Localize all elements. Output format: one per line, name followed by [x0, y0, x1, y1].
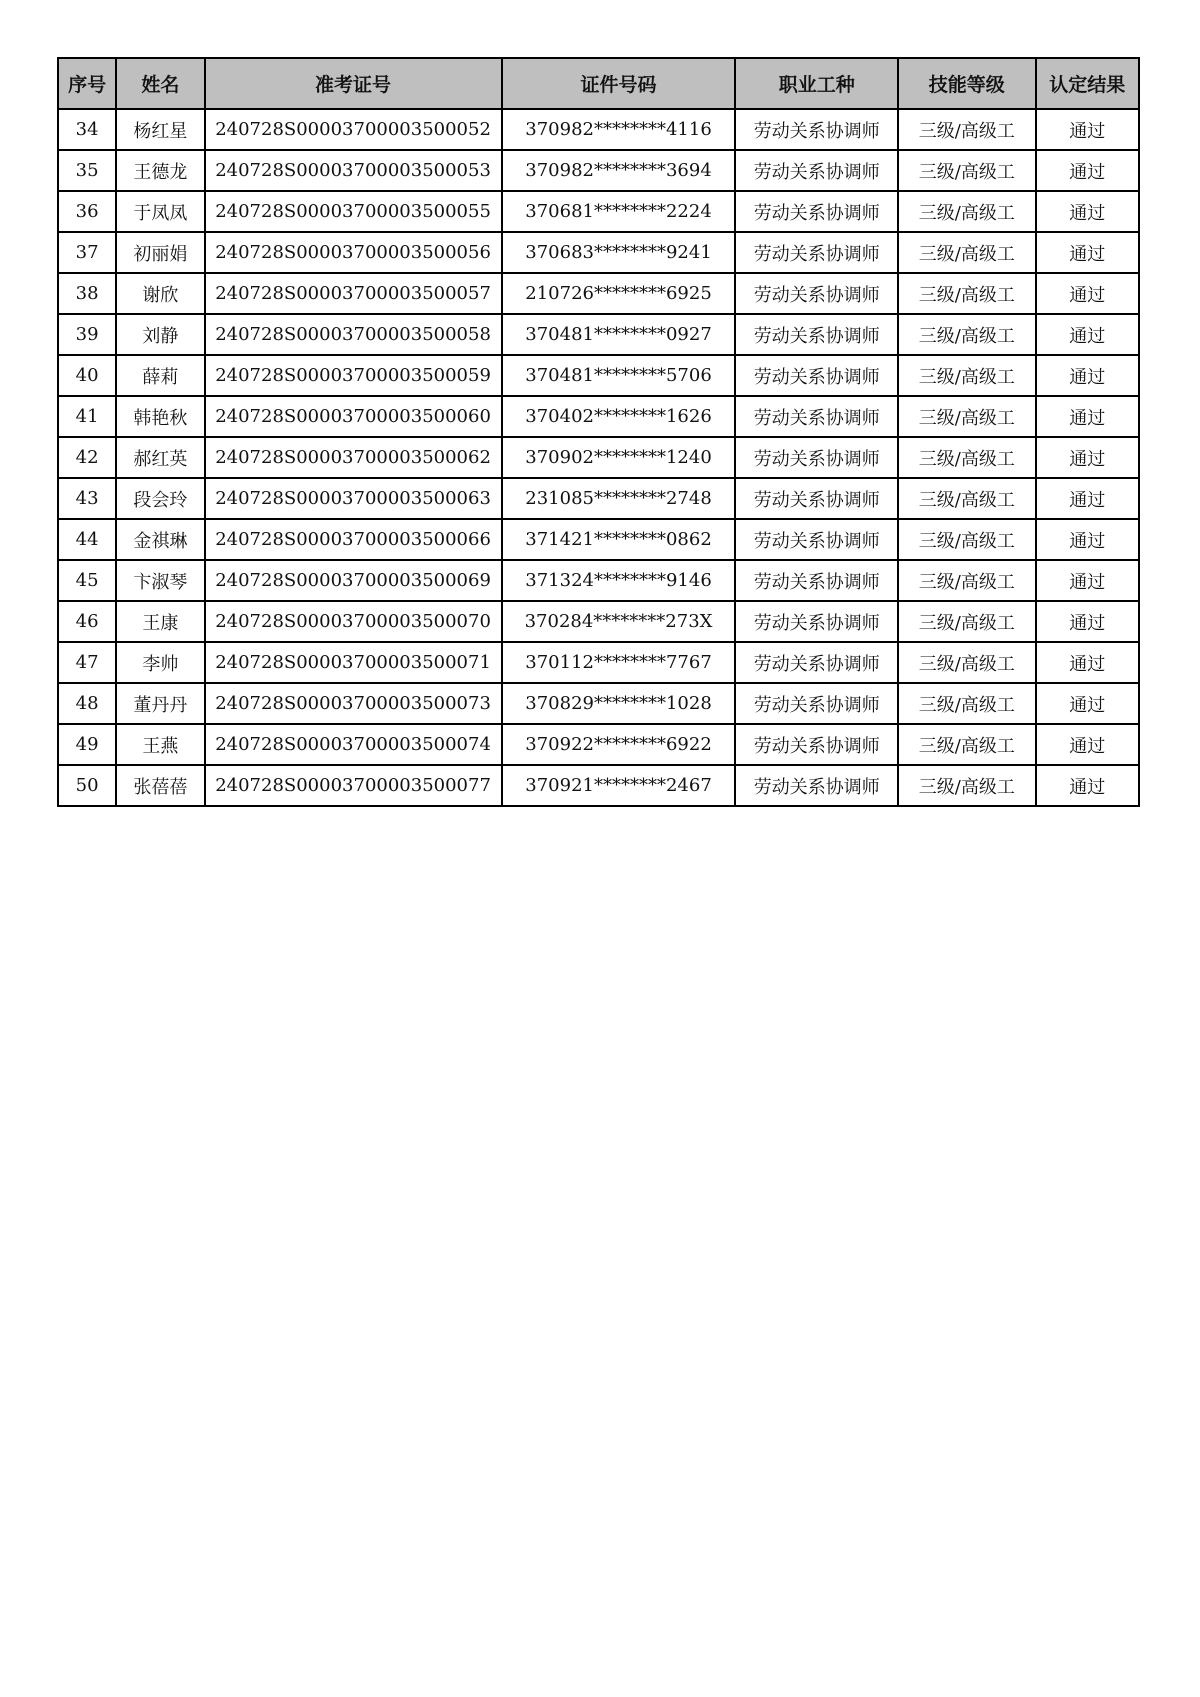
result-cell: 通过	[1036, 150, 1139, 191]
skill-level-cell: 三级/高级工	[898, 560, 1036, 601]
exam-ticket-cell: 240728S00003700003500070	[205, 601, 502, 642]
header-skill-level: 技能等级	[898, 58, 1036, 109]
name-cell: 谢欣	[116, 273, 204, 314]
exam-ticket-cell: 240728S00003700003500074	[205, 724, 502, 765]
occupation-cell: 劳动关系协调师	[735, 314, 898, 355]
occupation-cell: 劳动关系协调师	[735, 109, 898, 150]
exam-ticket-cell: 240728S00003700003500063	[205, 478, 502, 519]
result-cell: 通过	[1036, 437, 1139, 478]
header-result: 认定结果	[1036, 58, 1139, 109]
occupation-cell: 劳动关系协调师	[735, 273, 898, 314]
skill-level-cell: 三级/高级工	[898, 109, 1036, 150]
table-row	[58, 191, 1139, 232]
skill-level-cell: 三级/高级工	[898, 314, 1036, 355]
table-row	[58, 273, 1139, 314]
skill-level-cell: 三级/高级工	[898, 478, 1036, 519]
result-cell: 通过	[1036, 601, 1139, 642]
id-number-cell: 371324********9146	[502, 560, 736, 601]
skill-level-cell: 三级/高级工	[898, 191, 1036, 232]
name-cell: 王康	[116, 601, 204, 642]
result-cell: 通过	[1036, 191, 1139, 232]
header-name: 姓名	[116, 58, 204, 109]
occupation-cell: 劳动关系协调师	[735, 642, 898, 683]
name-cell: 于凤凤	[116, 191, 204, 232]
result-cell: 通过	[1036, 519, 1139, 560]
serial-cell: 36	[58, 191, 116, 232]
serial-cell: 50	[58, 765, 116, 806]
skill-level-cell: 三级/高级工	[898, 273, 1036, 314]
serial-cell: 46	[58, 601, 116, 642]
header-row	[58, 58, 1139, 109]
table-row	[58, 396, 1139, 437]
occupation-cell: 劳动关系协调师	[735, 478, 898, 519]
skill-level-cell: 三级/高级工	[898, 765, 1036, 806]
occupation-cell: 劳动关系协调师	[735, 765, 898, 806]
table-row	[58, 478, 1139, 519]
id-number-cell: 370681********2224	[502, 191, 736, 232]
exam-ticket-cell: 240728S00003700003500058	[205, 314, 502, 355]
serial-cell: 41	[58, 396, 116, 437]
occupation-cell: 劳动关系协调师	[735, 437, 898, 478]
table-body	[58, 109, 1139, 806]
result-cell: 通过	[1036, 396, 1139, 437]
name-cell: 卞淑琴	[116, 560, 204, 601]
serial-cell: 48	[58, 683, 116, 724]
name-cell: 初丽娟	[116, 232, 204, 273]
id-number-cell: 370829********1028	[502, 683, 736, 724]
result-cell: 通过	[1036, 232, 1139, 273]
skill-level-cell: 三级/高级工	[898, 683, 1036, 724]
occupation-cell: 劳动关系协调师	[735, 601, 898, 642]
table-row	[58, 519, 1139, 560]
table-row	[58, 109, 1139, 150]
occupation-cell: 劳动关系协调师	[735, 519, 898, 560]
skill-level-cell: 三级/高级工	[898, 724, 1036, 765]
name-cell: 段会玲	[116, 478, 204, 519]
occupation-cell: 劳动关系协调师	[735, 150, 898, 191]
result-cell: 通过	[1036, 478, 1139, 519]
id-number-cell: 370921********2467	[502, 765, 736, 806]
exam-ticket-cell: 240728S00003700003500060	[205, 396, 502, 437]
id-number-cell: 370481********0927	[502, 314, 736, 355]
occupation-cell: 劳动关系协调师	[735, 560, 898, 601]
serial-cell: 49	[58, 724, 116, 765]
id-number-cell: 370982********3694	[502, 150, 736, 191]
serial-cell: 43	[58, 478, 116, 519]
exam-ticket-cell: 240728S00003700003500055	[205, 191, 502, 232]
table-row	[58, 765, 1139, 806]
certification-results-table	[57, 57, 1140, 807]
name-cell: 刘静	[116, 314, 204, 355]
id-number-cell: 210726********6925	[502, 273, 736, 314]
id-number-cell: 370284********273X	[502, 601, 736, 642]
exam-ticket-cell: 240728S00003700003500053	[205, 150, 502, 191]
table-row	[58, 314, 1139, 355]
occupation-cell: 劳动关系协调师	[735, 396, 898, 437]
occupation-cell: 劳动关系协调师	[735, 683, 898, 724]
serial-cell: 34	[58, 109, 116, 150]
serial-cell: 44	[58, 519, 116, 560]
name-cell: 韩艳秋	[116, 396, 204, 437]
id-number-cell: 370922********6922	[502, 724, 736, 765]
serial-cell: 42	[58, 437, 116, 478]
occupation-cell: 劳动关系协调师	[735, 724, 898, 765]
serial-cell: 45	[58, 560, 116, 601]
table-row	[58, 150, 1139, 191]
table-row	[58, 355, 1139, 396]
serial-cell: 38	[58, 273, 116, 314]
table-header	[58, 58, 1139, 109]
skill-level-cell: 三级/高级工	[898, 355, 1036, 396]
exam-ticket-cell: 240728S00003700003500069	[205, 560, 502, 601]
name-cell: 董丹丹	[116, 683, 204, 724]
header-serial: 序号	[58, 58, 116, 109]
name-cell: 李帅	[116, 642, 204, 683]
table-row	[58, 683, 1139, 724]
id-number-cell: 231085********2748	[502, 478, 736, 519]
result-cell: 通过	[1036, 683, 1139, 724]
occupation-cell: 劳动关系协调师	[735, 355, 898, 396]
serial-cell: 40	[58, 355, 116, 396]
id-number-cell: 371421********0862	[502, 519, 736, 560]
skill-level-cell: 三级/高级工	[898, 232, 1036, 273]
exam-ticket-cell: 240728S00003700003500073	[205, 683, 502, 724]
id-number-cell: 370902********1240	[502, 437, 736, 478]
skill-level-cell: 三级/高级工	[898, 437, 1036, 478]
table-row	[58, 560, 1139, 601]
name-cell: 郝红英	[116, 437, 204, 478]
serial-cell: 37	[58, 232, 116, 273]
exam-ticket-cell: 240728S00003700003500071	[205, 642, 502, 683]
table-row	[58, 724, 1139, 765]
id-number-cell: 370112********7767	[502, 642, 736, 683]
id-number-cell: 370982********4116	[502, 109, 736, 150]
name-cell: 张蓓蓓	[116, 765, 204, 806]
exam-ticket-cell: 240728S00003700003500052	[205, 109, 502, 150]
result-cell: 通过	[1036, 355, 1139, 396]
result-cell: 通过	[1036, 560, 1139, 601]
header-exam-ticket: 准考证号	[205, 58, 502, 109]
occupation-cell: 劳动关系协调师	[735, 232, 898, 273]
serial-cell: 35	[58, 150, 116, 191]
table-row	[58, 437, 1139, 478]
name-cell: 王燕	[116, 724, 204, 765]
exam-ticket-cell: 240728S00003700003500077	[205, 765, 502, 806]
exam-ticket-cell: 240728S00003700003500066	[205, 519, 502, 560]
id-number-cell: 370402********1626	[502, 396, 736, 437]
skill-level-cell: 三级/高级工	[898, 601, 1036, 642]
table-row	[58, 601, 1139, 642]
exam-ticket-cell: 240728S00003700003500059	[205, 355, 502, 396]
exam-ticket-cell: 240728S00003700003500056	[205, 232, 502, 273]
header-occupation: 职业工种	[735, 58, 898, 109]
result-cell: 通过	[1036, 765, 1139, 806]
skill-level-cell: 三级/高级工	[898, 396, 1036, 437]
id-number-cell: 370481********5706	[502, 355, 736, 396]
occupation-cell: 劳动关系协调师	[735, 191, 898, 232]
serial-cell: 47	[58, 642, 116, 683]
result-cell: 通过	[1036, 724, 1139, 765]
skill-level-cell: 三级/高级工	[898, 642, 1036, 683]
header-id-number: 证件号码	[502, 58, 736, 109]
skill-level-cell: 三级/高级工	[898, 519, 1036, 560]
result-cell: 通过	[1036, 314, 1139, 355]
name-cell: 王德龙	[116, 150, 204, 191]
name-cell: 金祺琳	[116, 519, 204, 560]
table-row	[58, 642, 1139, 683]
id-number-cell: 370683********9241	[502, 232, 736, 273]
name-cell: 薛莉	[116, 355, 204, 396]
result-cell: 通过	[1036, 642, 1139, 683]
name-cell: 杨红星	[116, 109, 204, 150]
skill-level-cell: 三级/高级工	[898, 150, 1036, 191]
exam-ticket-cell: 240728S00003700003500062	[205, 437, 502, 478]
exam-ticket-cell: 240728S00003700003500057	[205, 273, 502, 314]
serial-cell: 39	[58, 314, 116, 355]
result-cell: 通过	[1036, 273, 1139, 314]
result-cell: 通过	[1036, 109, 1139, 150]
table-row	[58, 232, 1139, 273]
